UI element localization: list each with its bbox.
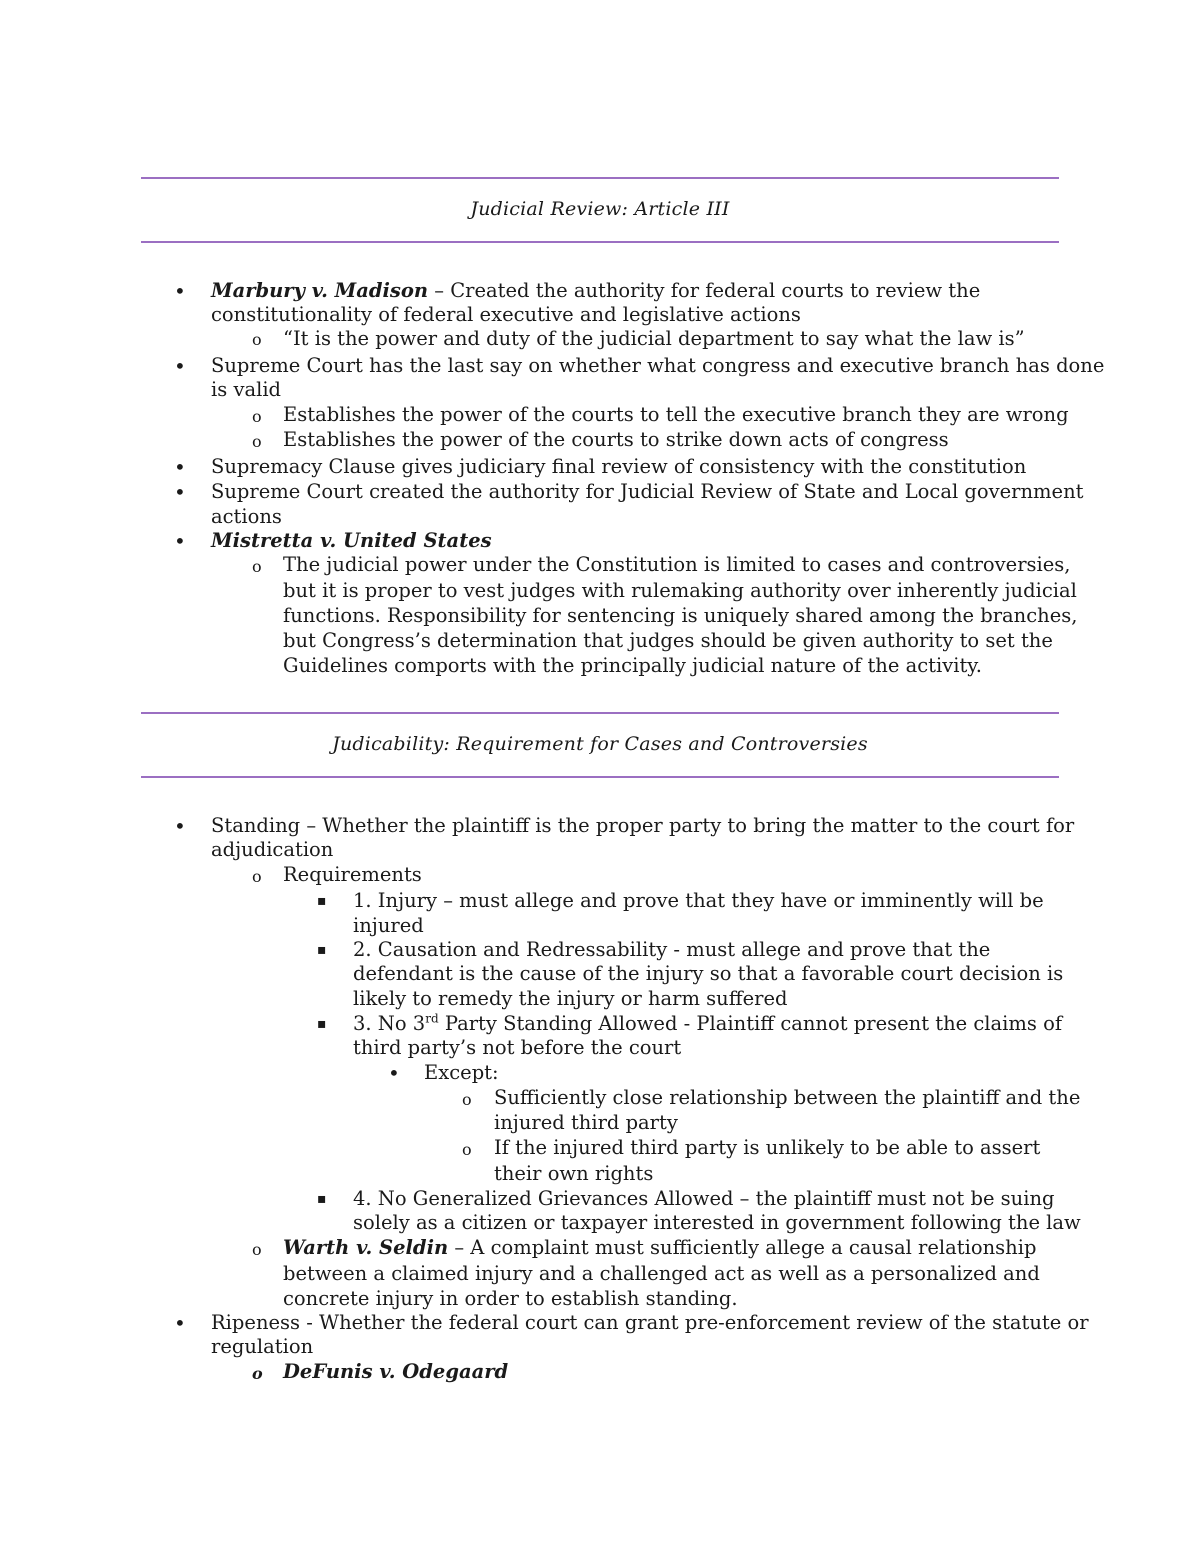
square-bullet-icon: ▪ — [317, 1016, 327, 1032]
ordinal-suffix: rd — [425, 1011, 439, 1026]
circle-bullet-icon: o — [252, 557, 262, 576]
bullet-icon: • — [388, 1061, 400, 1085]
list-item-warth — [283, 1236, 1036, 1260]
list-item-text: 3. No 3 — [353, 1012, 426, 1035]
list-item-causation: 2. Causation and Redressability - must allege and prove that the — [353, 938, 991, 961]
section-divider-top — [141, 177, 1059, 179]
square-bullet-icon: ▪ — [317, 1191, 327, 1207]
list-item-text: actions — [211, 505, 282, 528]
case-name: Warth v. Seldin — [283, 1236, 449, 1259]
list-item-ripeness: Ripeness - Whether the federal court can grant pre-enforcement review of the statute or — [211, 1311, 1089, 1334]
list-item-close-relationship: Sufficiently close relationship between the plaintiff and the — [494, 1086, 1081, 1109]
list-item-requirements: Requirements — [283, 863, 422, 886]
list-item-text: – A complaint must sufficiently allege a causal relationship — [448, 1236, 1037, 1259]
list-item-text: – Created the authority for federal courts to review the — [428, 279, 981, 302]
list-item-text: adjudication — [211, 838, 334, 861]
list-item-text: concrete injury in order to establish standing. — [283, 1287, 738, 1310]
section-title-judicability: Judicability: Requirement for Cases and Controversies — [332, 733, 868, 755]
list-item-text: between a claimed injury and a challenged act as well as a personalized and — [283, 1262, 1040, 1285]
list-item-injury: 1. Injury – must allege and prove that they have or imminently will be — [353, 889, 1044, 912]
list-item-generalized-grievances: 4. No Generalized Grievances Allowed – the plaintiff must not be suing — [353, 1187, 1055, 1210]
circle-bullet-icon: o — [252, 432, 262, 451]
list-item-text: defendant is the cause of the injury so that a favorable court decision is — [353, 962, 1064, 985]
bullet-icon: • — [174, 480, 186, 504]
list-item-defunis: DeFunis v. Odegaard — [283, 1360, 509, 1383]
section-divider-bottom — [141, 241, 1059, 243]
circle-bullet-icon: o — [252, 330, 262, 349]
list-item-text: but Congress’s determination that judges should be given authority to set the — [283, 629, 1053, 652]
square-bullet-icon: ▪ — [317, 893, 327, 909]
square-bullet-icon: ▪ — [317, 942, 327, 958]
list-item-text: solely as a citizen or taxpayer interested in government following the law — [353, 1211, 1081, 1234]
list-item-state-local: Supreme Court created the authority for Judicial Review of State and Local government — [211, 480, 1084, 503]
list-item-text: regulation — [211, 1335, 314, 1358]
circle-bullet-icon: o — [462, 1140, 472, 1159]
list-item-third-party — [353, 1012, 1062, 1036]
list-item-text: Party Standing Allowed - Plaintiff cannot present the claims of — [438, 1012, 1063, 1035]
list-item-supremacy-clause: Supremacy Clause gives judiciary final review of consistency with the constitution — [211, 455, 1027, 478]
list-item-text: but it is proper to vest judges with rulemaking authority over inherently judicial — [283, 579, 1077, 602]
circle-bullet-icon: o — [252, 1364, 263, 1383]
bullet-icon: • — [174, 279, 186, 303]
bullet-icon: • — [174, 814, 186, 838]
section-title-judicial-review: Judicial Review: Article III — [470, 198, 730, 220]
case-name: Marbury v. Madison — [211, 279, 429, 302]
list-item-text: is valid — [211, 378, 282, 401]
list-item-supreme-court: Supreme Court has the last say on whether what congress and executive branch has done — [211, 354, 1105, 377]
bullet-icon: • — [174, 354, 186, 378]
list-item-establishes-congress: Establishes the power of the courts to strike down acts of congress — [283, 428, 949, 451]
list-item-mistretta: Mistretta v. United States — [211, 529, 492, 552]
list-item-marbury — [211, 279, 980, 303]
section-divider-bottom — [141, 776, 1059, 778]
list-item-except: Except: — [424, 1061, 499, 1084]
list-item-establishes-executive: Establishes the power of the courts to tell the executive branch they are wrong — [283, 403, 1069, 426]
list-item-text: injured third party — [494, 1111, 678, 1134]
circle-bullet-icon: o — [252, 1240, 262, 1259]
list-item-text: functions. Responsibility for sentencing is uniquely shared among the branches, — [283, 604, 1078, 627]
bullet-icon: • — [174, 1311, 186, 1335]
list-item-text: constitutionality of federal executive and legislative actions — [211, 303, 801, 326]
circle-bullet-icon: o — [252, 867, 262, 886]
list-item-text: injured — [353, 914, 424, 937]
circle-bullet-icon: o — [252, 407, 262, 426]
section-divider-top — [141, 712, 1059, 714]
list-item-text: third party’s not before the court — [353, 1036, 682, 1059]
list-item-mistretta-holding: The judicial power under the Constitution is limited to cases and controversies, — [283, 553, 1071, 576]
list-item-text: their own rights — [494, 1162, 654, 1185]
list-item-text: likely to remedy the injury or harm suffered — [353, 987, 788, 1010]
circle-bullet-icon: o — [462, 1090, 472, 1109]
list-item-text: Guidelines comports with the principally judicial nature of the activity. — [283, 654, 982, 677]
bullet-icon: • — [174, 529, 186, 553]
list-item-unlikely-assert: If the injured third party is unlikely to be able to assert — [494, 1136, 1041, 1159]
list-item-standing: Standing – Whether the plaintiff is the proper party to bring the matter to the court for — [211, 814, 1075, 837]
list-item-marbury-quote: “It is the power and duty of the judicial department to say what the law is” — [283, 327, 1025, 350]
bullet-icon: • — [174, 455, 186, 479]
